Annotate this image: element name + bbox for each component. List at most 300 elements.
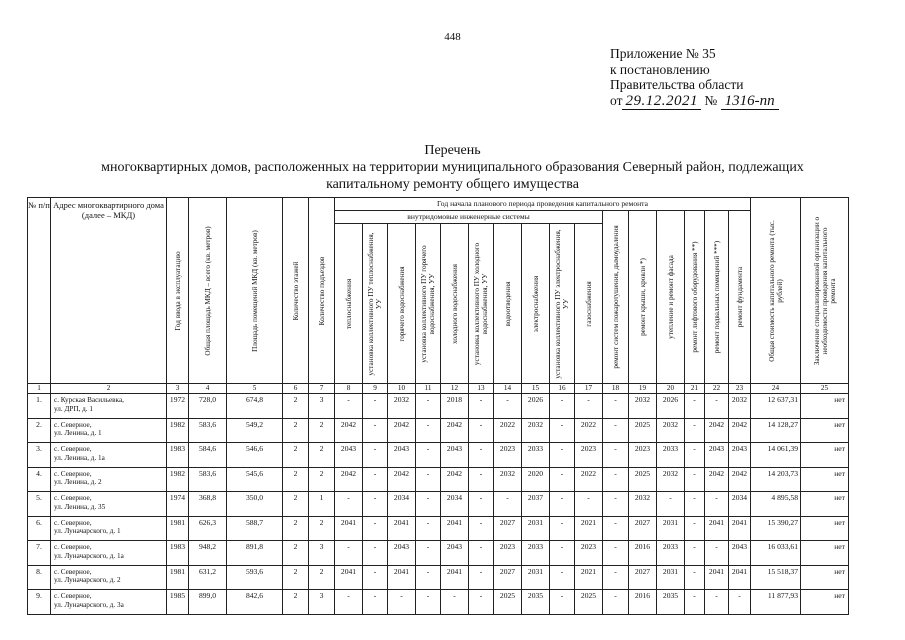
header-conclusion [801, 198, 849, 384]
handwritten-date: 29.12.2021 [622, 93, 701, 110]
table-cell: 674,8 [227, 394, 283, 419]
table-cell: 2032 [657, 418, 685, 443]
table-cell: - [335, 590, 363, 615]
header-utility-hot-water-meter [416, 224, 441, 384]
title-line-1: Перечень [424, 143, 481, 158]
table-cell: 2021 [575, 565, 603, 590]
header-total-area [189, 198, 227, 384]
table-cell: - [729, 590, 751, 615]
table-cell: 2033 [522, 541, 550, 566]
table-cell: нет [801, 565, 849, 590]
table-cell: 1981 [167, 516, 189, 541]
table-cell: - [469, 516, 494, 541]
table-cell: 2041 [705, 565, 729, 590]
header-conclusion-text: Заключение специализированной организации о необходимости проведения капитального ремонта [812, 216, 837, 365]
column-number: 10 [388, 384, 416, 394]
appendix-from: от [610, 92, 623, 108]
header-utility-gas-text: газоснабжения [584, 280, 593, 327]
table-cell: 1982 [167, 418, 189, 443]
header-roof [629, 211, 657, 384]
table-cell: 14 128,27 [751, 418, 801, 443]
table-cell: 948,2 [189, 541, 227, 566]
table-cell: - [363, 516, 388, 541]
table-cell: 1974 [167, 492, 189, 517]
header-year-built-text: Год ввода в эксплуатацию [173, 250, 182, 331]
table-cell: 2042 [441, 418, 469, 443]
table-cell: 3. [28, 443, 51, 468]
table-cell: - [550, 516, 575, 541]
table-cell: - [657, 492, 685, 517]
table-cell: 2025 [575, 590, 603, 615]
table-cell: 583,6 [189, 467, 227, 492]
column-number: 22 [705, 384, 729, 394]
column-number: 5 [227, 384, 283, 394]
table-cell: - [494, 394, 522, 419]
header-premises-area [227, 198, 283, 384]
column-number: 6 [283, 384, 309, 394]
address-cell [51, 516, 167, 541]
header-floors [283, 198, 309, 384]
table-cell: 626,3 [189, 516, 227, 541]
table-cell: 583,6 [189, 418, 227, 443]
table-cell: 2. [28, 418, 51, 443]
header-elevator [685, 211, 705, 384]
table-cell: - [705, 492, 729, 517]
header-facade [657, 211, 685, 384]
address-cell [51, 443, 167, 468]
address-line-1: с. Северное, [54, 469, 92, 478]
table-cell: - [363, 541, 388, 566]
table-cell: 3 [309, 394, 335, 419]
table-cell: - [363, 565, 388, 590]
column-number: 4 [189, 384, 227, 394]
register-table [27, 197, 849, 615]
header-fire [603, 211, 629, 384]
header-utility-drainage-text: водоотведения [503, 281, 512, 326]
table-cell: - [469, 541, 494, 566]
address-cell [51, 590, 167, 615]
address-cell [51, 394, 167, 419]
table-cell: 2020 [522, 467, 550, 492]
table-cell: 2 [283, 516, 309, 541]
address-line-1: с. Курская Васильевка, [54, 396, 124, 404]
header-cost [751, 198, 801, 384]
table-cell: - [685, 565, 705, 590]
column-number: 3 [167, 384, 189, 394]
column-number: 9 [363, 384, 388, 394]
table-row [28, 418, 849, 443]
table-row [28, 565, 849, 590]
address-cell [51, 467, 167, 492]
table-row [28, 467, 849, 492]
table-cell: 2 [283, 565, 309, 590]
address-line-2: ул. Луначарского, д. 1 [54, 527, 121, 536]
table-cell: - [416, 492, 441, 517]
address-line-1: с. Северное, [54, 543, 92, 551]
address-line-2: ул. Луначарского, д. 2 [54, 576, 121, 585]
table-cell: 7. [28, 541, 51, 566]
table-cell: - [494, 492, 522, 517]
table-cell: 2016 [629, 541, 657, 566]
table-cell: 6. [28, 516, 51, 541]
table-cell: 2023 [494, 541, 522, 566]
column-number: 24 [751, 384, 801, 394]
table-cell: 2042 [388, 467, 416, 492]
header-entrances [309, 198, 335, 384]
table-cell: 2 [309, 467, 335, 492]
title-line-3: капитальному ремонту общего имущества [326, 177, 579, 192]
table-cell: - [603, 565, 629, 590]
address-line-2: ул. Луначарского, д. 1а [54, 551, 124, 560]
table-cell: 2 [283, 541, 309, 566]
header-utility-electricity-text: электроснабжения [531, 275, 540, 332]
table-cell: 14 203,73 [751, 467, 801, 492]
table-row [28, 541, 849, 566]
table-cell: - [550, 492, 575, 517]
table-cell: - [469, 590, 494, 615]
header-utility-gas [575, 224, 603, 384]
table-cell: 2023 [575, 541, 603, 566]
table-cell: 3 [309, 541, 335, 566]
appendix-line-2: к постановлению [610, 61, 710, 77]
table-cell: 2033 [657, 541, 685, 566]
table-cell: - [335, 492, 363, 517]
table-cell: 2041 [335, 516, 363, 541]
table-cell: 2043 [705, 443, 729, 468]
header-utility-cold-water-meter-text: установка коллективного ПУ холодного водоснабжения, УУ [473, 242, 489, 365]
table-cell: 2043 [441, 541, 469, 566]
column-number: 14 [494, 384, 522, 394]
appendix-date-line [610, 93, 779, 110]
table-cell: 2032 [522, 418, 550, 443]
table-cell: 2041 [388, 565, 416, 590]
header-utility-hot-water-text: горячего водоснабжения [397, 265, 406, 342]
column-number: 23 [729, 384, 751, 394]
header-utility-heating-meter-text: установка коллективного ПУ теплоснабжения, УУ [367, 232, 383, 375]
table-row [28, 394, 849, 419]
table-cell: 2031 [657, 516, 685, 541]
table-cell: - [441, 590, 469, 615]
column-number-row [28, 384, 849, 394]
address-line-1: с. Северное, [54, 420, 92, 429]
header-facade-text: утепление и ремонт фасада [666, 255, 675, 339]
column-number: 13 [469, 384, 494, 394]
table-cell: нет [801, 467, 849, 492]
table-cell: 368,8 [189, 492, 227, 517]
table-cell: 1982 [167, 467, 189, 492]
header-utility-cold-water [441, 224, 469, 384]
table-cell: 2 [309, 516, 335, 541]
header-roof-text: ремонт крыши, кровли *) [638, 258, 647, 336]
table-cell: - [685, 590, 705, 615]
header-floors-text: Количество этажей [291, 261, 300, 320]
column-number: 21 [685, 384, 705, 394]
table-cell: 3 [309, 590, 335, 615]
column-number: 20 [657, 384, 685, 394]
address-line-1: с. Северное, [54, 494, 92, 502]
address-cell [51, 565, 167, 590]
table-cell: 2027 [629, 516, 657, 541]
table-cell: - [469, 443, 494, 468]
table-cell: - [603, 467, 629, 492]
table-cell: - [705, 541, 729, 566]
table-cell: - [685, 516, 705, 541]
address-line-1: с. Северное, [54, 567, 92, 576]
header-fire-text: ремонт систем пожаротушения, дымоудаления [611, 225, 620, 369]
table-cell: 2043 [335, 443, 363, 468]
table-cell: - [685, 492, 705, 517]
table-cell: 2042 [705, 418, 729, 443]
table-cell: 2034 [388, 492, 416, 517]
header-cost-text: Общая стоимость капитального ремонта (тыс. рублей) [767, 219, 784, 362]
table-cell: 546,6 [227, 443, 283, 468]
table-cell: 1972 [167, 394, 189, 419]
address-line-1: с. Северное, [54, 592, 92, 600]
table-cell: 549,2 [227, 418, 283, 443]
column-number: 16 [550, 384, 575, 394]
table-cell: 2022 [575, 467, 603, 492]
table-cell: 2032 [629, 394, 657, 419]
table-cell: 2037 [522, 492, 550, 517]
table-cell: - [416, 443, 441, 468]
page-number: 448 [444, 31, 461, 43]
table-cell: - [363, 492, 388, 517]
table-cell: 1985 [167, 590, 189, 615]
address-cell [51, 418, 167, 443]
header-utility-electricity-meter [550, 224, 575, 384]
table-cell: 11 877,93 [751, 590, 801, 615]
header-utility-hot-water [388, 224, 416, 384]
table-cell: 2021 [575, 516, 603, 541]
table-cell: 2031 [522, 516, 550, 541]
table-cell: - [685, 541, 705, 566]
address-line-2: ул. Ленина, д. 2 [54, 478, 102, 487]
address-line-1: с. Северное, [54, 445, 92, 453]
table-cell: - [335, 541, 363, 566]
table-cell: 2 [309, 418, 335, 443]
table-cell: нет [801, 590, 849, 615]
table-cell: 2041 [729, 516, 751, 541]
table-cell: 2035 [657, 590, 685, 615]
table-cell: - [416, 467, 441, 492]
table-cell: 2034 [441, 492, 469, 517]
table-cell: нет [801, 516, 849, 541]
table-cell: - [416, 590, 441, 615]
table-cell: - [363, 394, 388, 419]
table-cell: - [575, 394, 603, 419]
table-cell: 1983 [167, 443, 189, 468]
table-cell: - [603, 541, 629, 566]
table-cell: - [603, 394, 629, 419]
table-cell: 2032 [494, 467, 522, 492]
address-line-2: ул. Ленина, д. 35 [54, 502, 106, 511]
table-cell: 2027 [494, 516, 522, 541]
header-premises-area-text: Площадь помещений МКД (кв. метров) [250, 229, 259, 352]
table-row [28, 492, 849, 517]
header-utility-heating-meter [363, 224, 388, 384]
table-cell: нет [801, 443, 849, 468]
header-period-group: Год начала планового периода проведения капитального ремонта [335, 198, 751, 211]
table-cell: 2031 [657, 565, 685, 590]
table-cell: - [550, 394, 575, 419]
table-cell: 2043 [441, 443, 469, 468]
table-cell: 2043 [729, 443, 751, 468]
table-cell: 2042 [335, 467, 363, 492]
table-cell: нет [801, 418, 849, 443]
table-cell: 2 [283, 443, 309, 468]
table-cell: 2023 [629, 443, 657, 468]
table-cell: - [550, 418, 575, 443]
table-cell: - [550, 443, 575, 468]
table-cell: 2027 [494, 565, 522, 590]
table-row [28, 590, 849, 615]
table-cell: - [469, 467, 494, 492]
table-cell: 2042 [388, 418, 416, 443]
address-cell [51, 492, 167, 517]
table-cell: 8. [28, 565, 51, 590]
table-cell: 2032 [629, 492, 657, 517]
table-cell: - [550, 467, 575, 492]
table-cell: - [603, 443, 629, 468]
table-cell: - [550, 590, 575, 615]
handwritten-number: 1316-пп [721, 93, 779, 110]
table-cell: 2041 [388, 516, 416, 541]
appendix-line-3: Правительства области [610, 77, 744, 92]
table-cell: 2022 [494, 418, 522, 443]
table-cell: - [685, 418, 705, 443]
table-cell: - [335, 394, 363, 419]
table-cell: 2027 [629, 565, 657, 590]
table-row [28, 516, 849, 541]
header-utility-cold-water-meter [469, 224, 494, 384]
table-cell: 1. [28, 394, 51, 419]
table-cell: 2032 [657, 467, 685, 492]
table-cell: 5. [28, 492, 51, 517]
table-cell: 2016 [629, 590, 657, 615]
header-foundation-text: ремонт фундамента [735, 266, 744, 328]
table-cell: 2 [283, 590, 309, 615]
table-cell: 2041 [729, 565, 751, 590]
column-number: 25 [801, 384, 849, 394]
table-cell: - [705, 394, 729, 419]
header-utility-electricity-meter-text: установка коллективного ПУ электроснабжения, УУ [554, 228, 570, 379]
table-cell: - [685, 443, 705, 468]
table-cell: 2042 [441, 467, 469, 492]
column-number: 11 [416, 384, 441, 394]
table-cell: 14 061,39 [751, 443, 801, 468]
table-cell: 2032 [388, 394, 416, 419]
table-cell: 2 [283, 467, 309, 492]
table-cell: 2043 [729, 541, 751, 566]
table-cell: 2035 [522, 590, 550, 615]
table-cell: 2026 [657, 394, 685, 419]
table-cell: нет [801, 394, 849, 419]
table-cell: - [603, 590, 629, 615]
header-basement-text: ремонт подвальных помещений ***) [712, 240, 721, 354]
address-line-2: ул. Луначарского, д. 3а [54, 600, 124, 609]
table-cell: 2 [309, 443, 335, 468]
table-cell: 2042 [705, 467, 729, 492]
table-cell: 899,0 [189, 590, 227, 615]
table-cell: 2025 [494, 590, 522, 615]
table-cell: 2043 [388, 541, 416, 566]
column-number: 7 [309, 384, 335, 394]
table-cell: - [469, 418, 494, 443]
header-foundation [729, 211, 751, 384]
table-cell: 728,0 [189, 394, 227, 419]
table-cell: 2033 [522, 443, 550, 468]
title-line-2: многоквартирных домов, расположенных на территории муниципального образования Северный район, подлежащих [101, 160, 804, 175]
table-cell: - [416, 394, 441, 419]
header-utility-drainage [494, 224, 522, 384]
table-cell: 2042 [335, 418, 363, 443]
header-num: № п/п [28, 198, 51, 384]
column-number: 8 [335, 384, 363, 394]
header-utility-hot-water-meter-text: установка коллективного ПУ горячего водоснабжения, УУ [420, 244, 436, 363]
table-cell: - [469, 394, 494, 419]
table-cell: 584,6 [189, 443, 227, 468]
table-cell: 2032 [729, 394, 751, 419]
table-cell: 2033 [657, 443, 685, 468]
address-line-1: с. Северное, [54, 518, 92, 527]
table-cell: 2018 [441, 394, 469, 419]
table-cell: - [603, 516, 629, 541]
header-total-area-text: Общая площадь МКД – всего (кв. метров) [203, 225, 212, 356]
table-cell: 2031 [522, 565, 550, 590]
table-cell: нет [801, 541, 849, 566]
address-line-2: ул. Ленина, д. 1а [54, 453, 105, 462]
column-number: 15 [522, 384, 550, 394]
table-cell: - [416, 516, 441, 541]
column-number: 2 [51, 384, 167, 394]
table-cell: - [363, 467, 388, 492]
table-cell: - [550, 565, 575, 590]
header-utility-electricity [522, 224, 550, 384]
table-cell: 2034 [729, 492, 751, 517]
table-cell: 2023 [494, 443, 522, 468]
header-basement [705, 211, 729, 384]
table-cell: 2022 [575, 418, 603, 443]
header-utility-heating-text: теплоснабжения [344, 278, 353, 329]
header-year-built [167, 198, 189, 384]
table-cell: 1 [309, 492, 335, 517]
table-cell: 545,6 [227, 467, 283, 492]
table-cell: 2 [309, 565, 335, 590]
table-cell: - [550, 541, 575, 566]
table-cell: 350,0 [227, 492, 283, 517]
table-cell: 2041 [335, 565, 363, 590]
table-cell: - [603, 492, 629, 517]
header-utility-cold-water-text: холодного водоснабжения [450, 263, 459, 344]
table-cell: 12 637,31 [751, 394, 801, 419]
table-cell: - [685, 394, 705, 419]
table-cell: нет [801, 492, 849, 517]
table-cell: 2 [283, 492, 309, 517]
table-cell: 2023 [575, 443, 603, 468]
address-line-2: ул. Ленина, д. 1 [54, 429, 102, 438]
table-cell: 2025 [629, 467, 657, 492]
table-cell: - [575, 492, 603, 517]
table-cell: - [363, 443, 388, 468]
table-cell: 2041 [441, 516, 469, 541]
table-cell: 2 [283, 418, 309, 443]
address-cell [51, 541, 167, 566]
table-cell: 1983 [167, 541, 189, 566]
column-number: 12 [441, 384, 469, 394]
appendix-block [610, 46, 779, 109]
table-cell: 593,6 [227, 565, 283, 590]
header-utility-heating [335, 224, 363, 384]
